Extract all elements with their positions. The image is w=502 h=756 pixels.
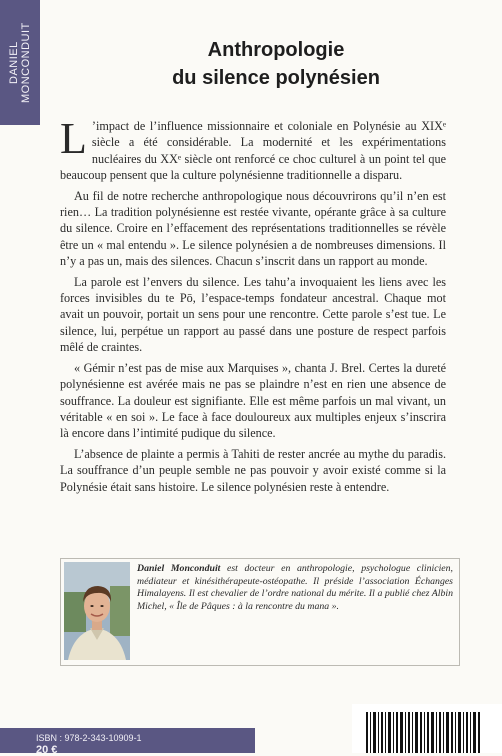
book-title xyxy=(60,36,492,92)
isbn: ISBN : 978-2-343-10909-1 xyxy=(36,733,142,743)
author-bio-description: est docteur en anthropologie, psychologue clinicien, médiateur et kinésithérapeute-ostéopathe. Il préside l’association Échanges Himalayens. Il est chevalier de l’ordre national du mérite. Il a publié chez Albin Michel, « Île de Pâques : à la rencontre du mana ». xyxy=(137,563,453,612)
book-title-line-1: Anthropologie xyxy=(207,39,345,61)
blurb-paragraph-4: « Gémir n’est pas de mise aux Marquises », chanta J. Brel. Certes la dureté polynésienne est avérée mais ne pas se plaindre n’est en rien une absence de souffrance. La douleur est signifiante. Elle est même parfois un mal vivant, un véritable « en soi ». Le face à face douloureux aux multiples enjeux s’inscrira là encore dans l’intimité pudique du silence. xyxy=(60,360,446,441)
spine-author-name: DANIEL MONCONDUIT xyxy=(8,22,32,103)
back-cover-blurb xyxy=(60,114,446,499)
book-title-line-2: du silence polynésien xyxy=(172,67,380,89)
drop-cap: L xyxy=(60,114,87,163)
blurb-paragraph-5: L’absence de plainte a permis à Tahiti de rester ancrée au mythe du paradis. La souffrance d’un peuple semble ne pas pouvoir y avoir existé comme si la Polynésie était sans histoire. Le silence polynésien reste à entendre. xyxy=(60,446,446,494)
spine-author-tab xyxy=(0,0,40,125)
author-bio-box xyxy=(60,558,460,666)
blurb-paragraph-3: La parole est l’envers du silence. Les tahu’a invoquaient les liens avec les forces invisibles du te Pō, l’espace-temps fondateur ancestral. Chaque mot avait un pouvoir, portait un sens pour une rencontre. Cette parole s’est tue. Le silence, lui, perpétue un rapport au passé dans une posture de respect parfois mêlé de craintes. xyxy=(60,274,446,355)
author-bio-text xyxy=(137,563,453,613)
isbn-price-band xyxy=(0,728,255,756)
barcode xyxy=(352,704,502,753)
author-photo xyxy=(64,562,130,660)
price: 20 € xyxy=(36,744,58,756)
blurb-paragraph-1-text: ’impact de l’influence missionnaire et coloniale en Polynésie au XIXᵉ siècle a été considérable. La modernité et les expérimentations nucléaires du XXᵉ siècle ont renforcé ce choc culturel à un point tel que beaucoup pensent que la culture polynésienne traditionnelle a disparu. xyxy=(60,119,446,183)
blurb-paragraph-2: Au fil de notre recherche anthropologique nous découvrirons qu’il n’en est rien… La tradition polynésienne est restée vivante, opérante grâce à sa culture du silence. Croire en l’effacement des représentations traditionnelles se révèle être un « mal entendu ». Le silence polynésien a de nombreuses dimensions. Il n’y a pas un, mais des silences. Chacun s’inscrit dans un rapport au monde. xyxy=(60,188,446,269)
blurb-paragraph-1 xyxy=(60,114,446,184)
author-name: Daniel Monconduit xyxy=(137,563,221,574)
